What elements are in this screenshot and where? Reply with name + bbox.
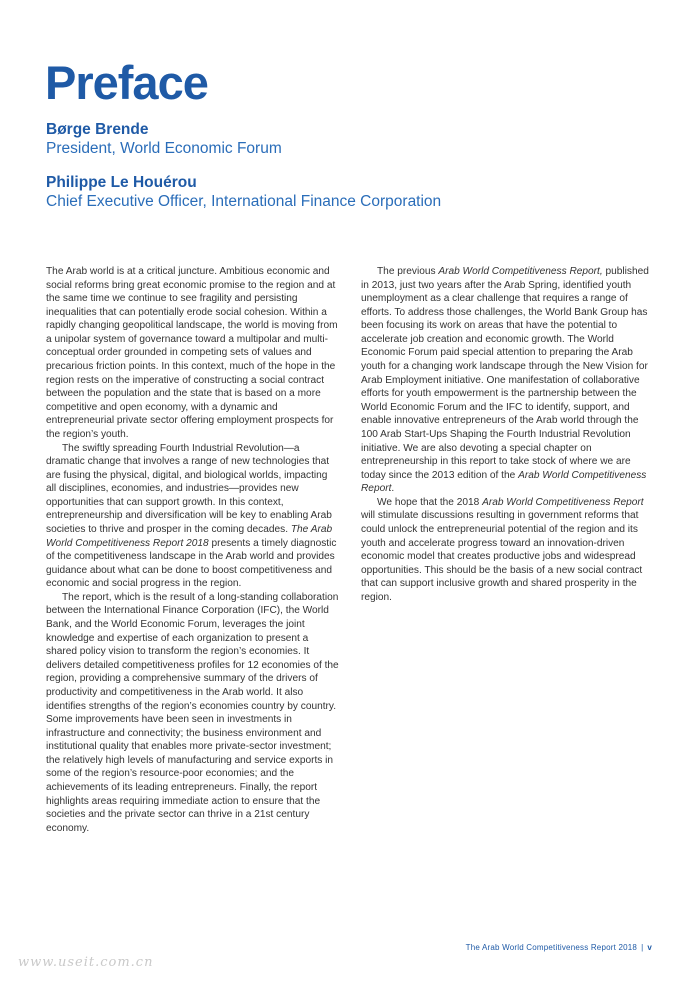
watermark: www.useit.com.cn [18, 955, 154, 970]
author-name: Børge Brende [46, 121, 149, 138]
paragraph: The swiftly spreading Fourth Industrial Revolution—a dramatic change that involves a range of new technologies that are fusing the physical, digital, and biological worlds, impacting all disciplines, economies, and industries—provides new opportunities that can support growth. In this context, entrepreneurship and diversification will be key to enabling Arab societies to thrive and prosper in the coming decades. The Arab World Competitiveness Report 2018 presents a timely diagnostic of the competitiveness landscape in the Arab world and provides guidance about what can be done to boost competitiveness and economic and social progress in the region. [46, 442, 337, 590]
page-number: v [647, 943, 652, 952]
paragraph: We hope that the 2018 Arab World Competitiveness Report will stimulate discussions resulting in government reforms that could unlock the entrepreneurial potential of the region and its youth and accelerate progress toward an innovation-driven economic model that creates productive jobs and widespread opportunities. This should be the basis of a new social contract that can support inclusive growth and shared prosperity in the region. [361, 496, 644, 603]
author-brende [46, 120, 282, 159]
author-role: President, World Economic Forum [46, 140, 282, 157]
left-column [46, 265, 340, 835]
author-role: Chief Executive Officer, International Finance Corporation [46, 193, 442, 210]
footer-separator: | [641, 943, 644, 952]
page-title: Preface [45, 56, 208, 109]
page-footer [466, 943, 652, 952]
paragraph: The Arab world is at a critical juncture. Ambitious economic and social reforms bring great economic promise to the region and at the same time we continue to see fragility and persisting inequalities that can potentially erode social cohesion. Within a rapidly changing geopolitical landscape, the world is moving from a unipolar system of governance toward a multipolar and multi-conceptual order grounded in competing sets of values and precarious friction points. In this context, much of the hope in the region rests on the imperative of constructing a social contract between the population and the state that is based on a more competitive and open economy, with a dynamic and entrepreneurial private sector offering employment prospects for the region’s youth. [46, 266, 338, 440]
author-name: Philippe Le Houérou [46, 174, 197, 191]
footer-report-title: The Arab World Competitiveness Report 2018 [465, 943, 638, 952]
paragraph: The previous Arab World Competitiveness Report, published in 2013, just two years after the Arab Spring, identified youth unemployment as a clear challenge that requires a range of efforts. To address those challenges, the World Bank Group has been focusing its work on areas that have the potential to accelerate job creation and economic growth. The World Economic Forum paid special attention to preparing the Arab youth for a changing work landscape through the New Vision for Arab Employment initiative. One manifestation of collaborative efforts for youth empowerment is the partnership between the World Economic Forum and the IFC to identify, support, and enable innovative entrepreneurs of the Arab world through the 100 Arab Start-Ups Shaping the Fourth Industrial Revolution initiative. We are also devoting a special chapter on entrepreneurship in this report to take stock of where we are today since the 2013 edition of the Arab World Competitiveness Report. [361, 266, 649, 495]
right-column [361, 265, 655, 604]
author-le-houerou [46, 173, 441, 212]
paragraph: The report, which is the result of a long-standing collaboration between the International Finance Corporation (IFC), the World Bank, and the World Economic Forum, leverages the joint knowledge and expertise of each organization to present a shared policy vision to transform the region’s economies. It delivers detailed competitiveness profiles for 12 economies of the region, providing a comprehensive summary of the drivers of productivity and competitiveness in the Arab world. It also identifies strengths of the region’s economies country by country. Some improvements have been seen in investments in infrastructure and connectivity; the business environment and institutional quality that enables more private-sector investment; the relatively high levels of manufacturing and service exports in some of the region’s resource-poor economies; and the achievements of its leading entrepreneurs. Finally, the report highlights areas requiring immediate action to ensure that the societies and the private sector can thrive in a 21st century economy. [46, 591, 339, 834]
